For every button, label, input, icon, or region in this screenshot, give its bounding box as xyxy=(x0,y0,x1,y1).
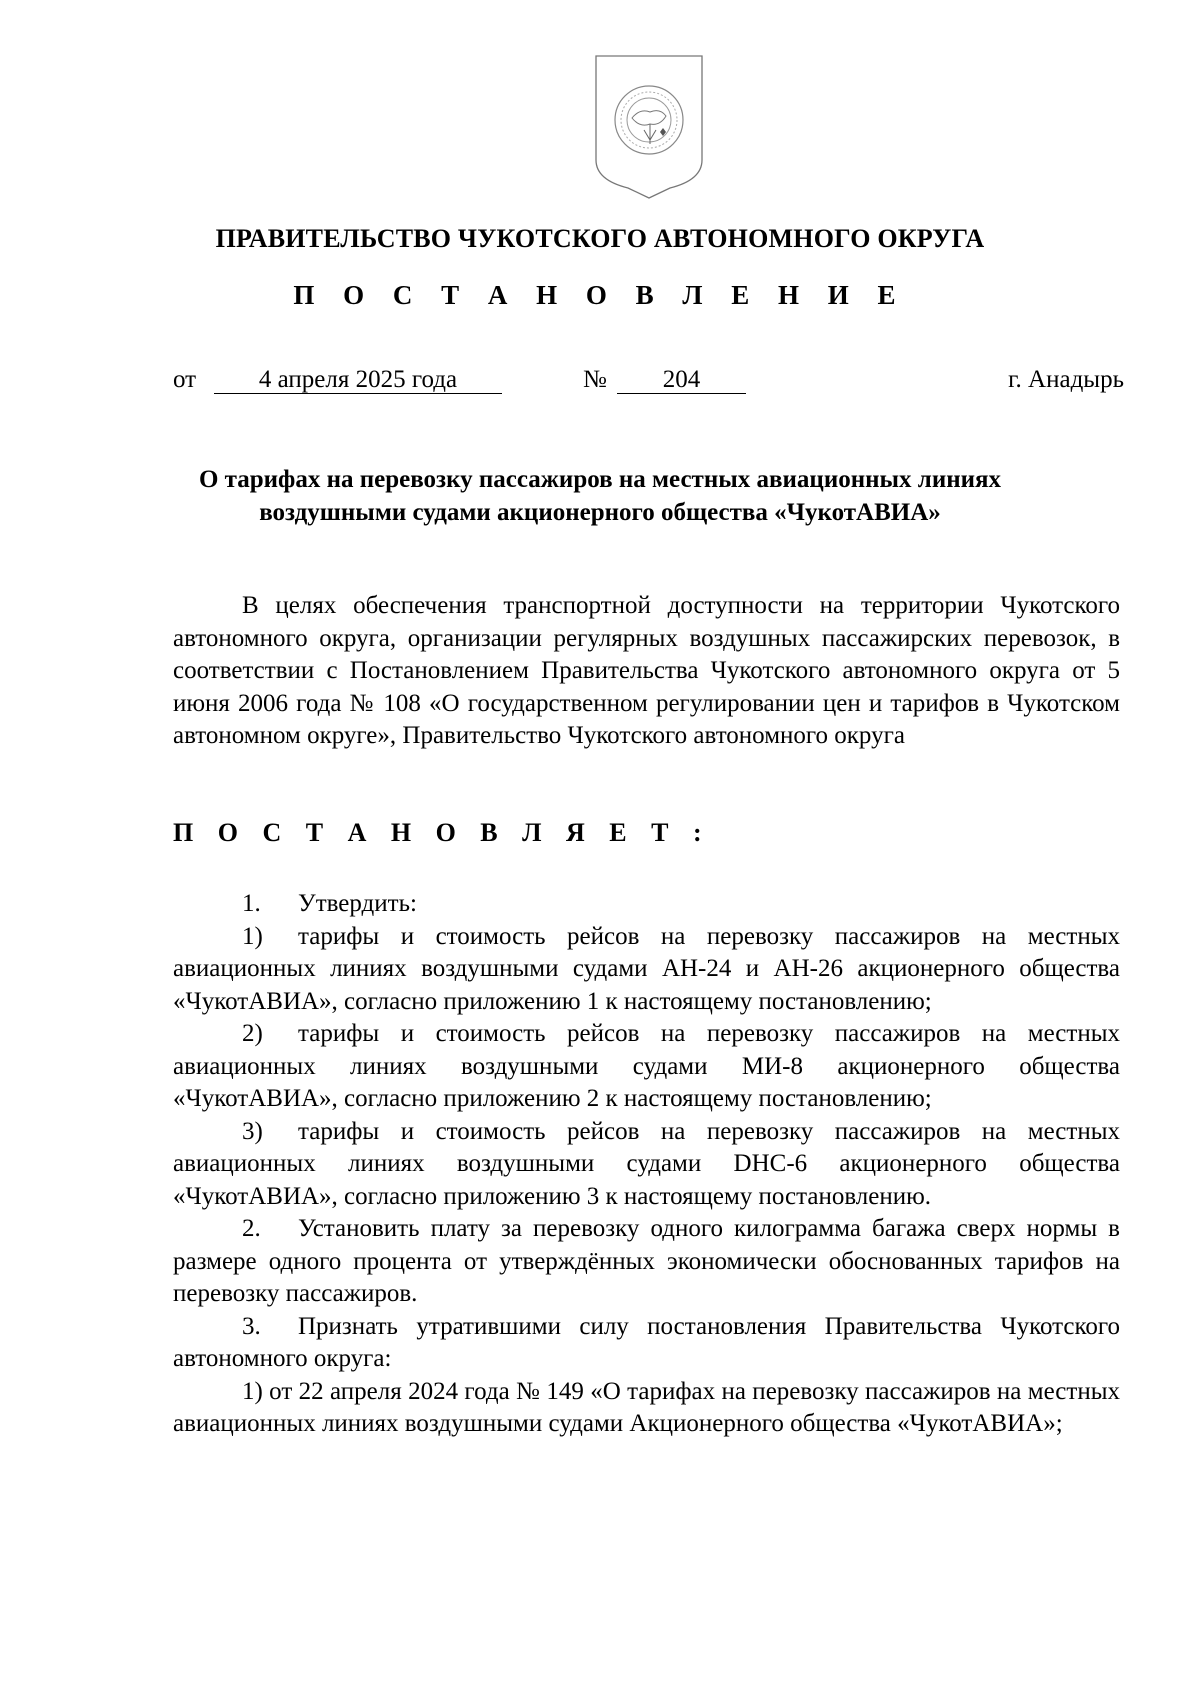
preamble-paragraph: В целях обеспечения транспортной доступности на территории Чукотского автономного округа, организации регулярных воздушных пассажирских перевозок, в соответствии с Постановлением Правительства Чукотского автономного округа от 5 июня 2006 года № 108 «О государственном регулировании цен и тарифов в Чукотском автономном округе», Правительство Чукотского автономного округа xyxy=(173,592,1120,749)
subitem-1-number: 1) xyxy=(242,922,263,950)
city: г. Анадырь xyxy=(1008,366,1124,393)
date-underline xyxy=(214,393,502,394)
subitem-2 xyxy=(173,1018,1120,1116)
repealed-item-1: 1) от 22 апреля 2024 года № 149 «О тарифах на перевозку пассажиров на местных авиационных линиях воздушными судами Акционерного общества «ЧукотАВИА»; xyxy=(173,1377,1120,1437)
subitem-1 xyxy=(173,921,1120,1019)
date-prefix: от xyxy=(173,366,197,393)
decree-items xyxy=(173,888,1120,1441)
item-3-text: Признать утратившими силу постановления Правительства Чукотского автономного округа: xyxy=(173,1312,1120,1372)
document-type-heading: П О С Т А Н О В Л Е Н И Е xyxy=(293,280,907,310)
item-3 xyxy=(173,1311,1120,1376)
subitem-2-text: тарифы и стоимость рейсов на перевозку пассажиров на местных авиационных линиях воздушными судами МИ-8 акционерного общества «ЧукотАВИА», согласно приложению 2 к настоящему постановлению; xyxy=(173,1020,1120,1112)
document-date: 4 апреля 2025 года xyxy=(258,366,458,393)
document-body xyxy=(173,590,1120,753)
item-1-text: Утвердить: xyxy=(298,890,417,917)
number-label: № xyxy=(583,366,607,393)
subitem-3-number: 3) xyxy=(242,1117,263,1145)
document-number: 204 xyxy=(662,366,701,393)
subject-line-2: воздушными судами акционерного общества «ЧукотАВИА» xyxy=(259,499,941,526)
subitem-2-number: 2) xyxy=(242,1020,263,1047)
item-2-number: 2. xyxy=(242,1215,261,1242)
item-2-text: Установить плату за перевозку одного килограмма багажа сверх нормы в размере одного процента от утверждённых экономически обоснованных тарифов на перевозку пассажиров. xyxy=(173,1215,1120,1307)
number-underline xyxy=(617,393,746,394)
decree-heading: П О С Т А Н О В Л Я Е Т : xyxy=(173,818,711,847)
subitem-3 xyxy=(173,1116,1120,1214)
government-title: ПРАВИТЕЛЬСТВО ЧУКОТСКОГО АВТОНОМНОГО ОКРУГА xyxy=(215,224,985,253)
document-subject xyxy=(150,463,1050,529)
item-2 xyxy=(173,1213,1120,1311)
item-3-number: 3. xyxy=(242,1312,261,1340)
subject-line-1: О тарифах на перевозку пассажиров на местных авиационных линиях xyxy=(198,466,1002,493)
coat-of-arms-emblem xyxy=(590,52,708,202)
item-1-number: 1. xyxy=(242,890,261,917)
subitem-3-text: тарифы и стоимость рейсов на перевозку пассажиров на местных авиационных линиях воздушными судами DHC-6 акционерного общества «ЧукотАВИА», согласно приложению 3 к настоящему постановлению. xyxy=(173,1117,1120,1210)
item-1 xyxy=(173,888,1120,921)
subitem-1-text: тарифы и стоимость рейсов на перевозку пассажиров на местных авиационных линиях воздушными судами АН-24 и АН-26 акционерного общества «ЧукотАВИА», согласно приложению 1 к настоящему постановлению; xyxy=(173,922,1120,1015)
